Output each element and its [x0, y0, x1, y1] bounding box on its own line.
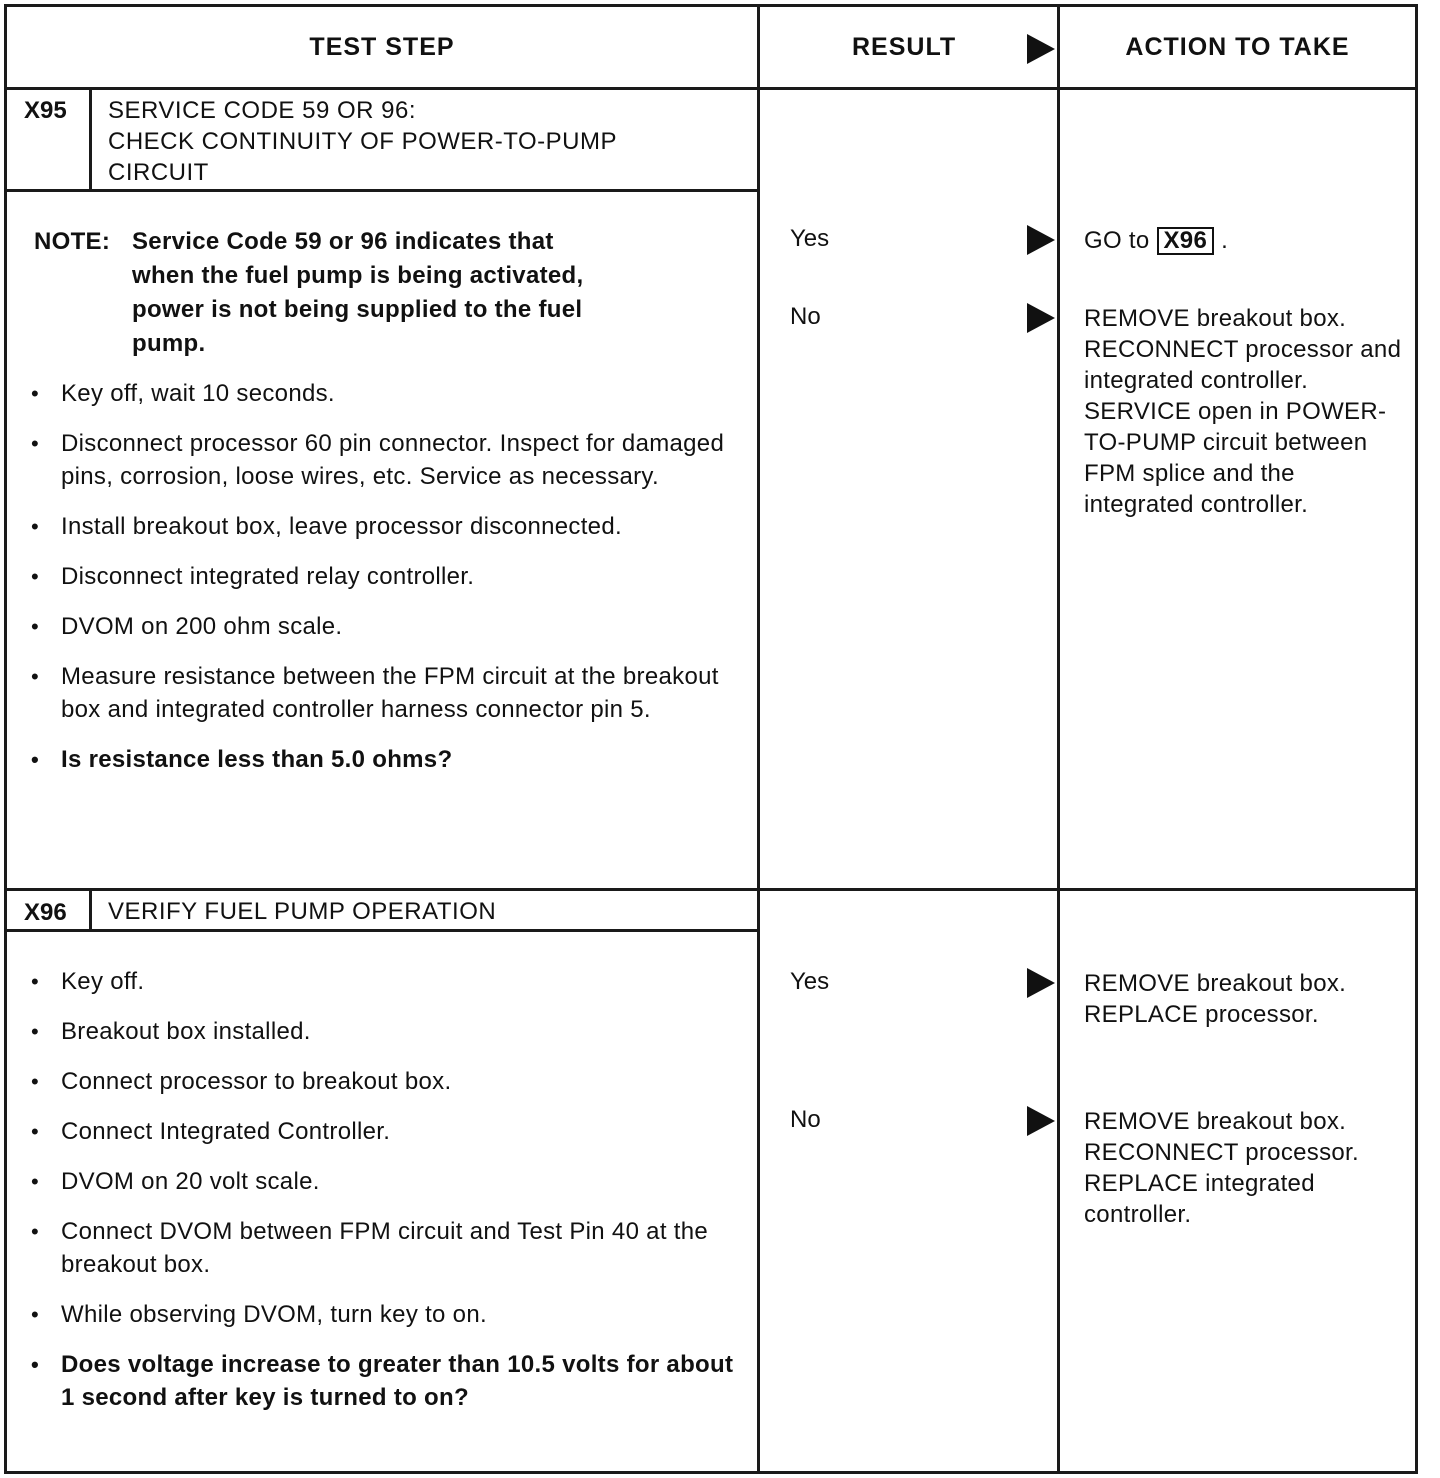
note-line: pump. — [132, 330, 206, 357]
step-title-line: CHECK CONTINUITY OF POWER-TO-PUMP — [108, 128, 617, 155]
list-item: • Breakout box installed. — [31, 1015, 741, 1048]
list-item: • Disconnect processor 60 pin connector. Inspect for damaged pins, corrosion, loose wires, etc. Service as necessary. — [31, 427, 741, 493]
diagnostic-table — [4, 4, 1418, 1474]
header-arrow-icon — [1027, 34, 1055, 64]
step-title-line: SERVICE CODE 59 OR 96: — [108, 97, 416, 124]
header-result: RESULT — [852, 32, 957, 61]
result-no: No — [790, 303, 821, 330]
action-yes-x95 — [1084, 225, 1404, 256]
note-line: Service Code 59 or 96 indicates that — [132, 228, 554, 255]
action-no-x96: REMOVE breakout box. RECONNECT processor. REPLACE integrated controller. — [1084, 1108, 1359, 1228]
step-title-line: CIRCUIT — [108, 159, 209, 186]
note-line: when the fuel pump is being activated, — [132, 262, 584, 289]
note-line: power is not being supplied to the fuel — [132, 296, 583, 323]
step-id-x96: X96 — [24, 899, 67, 926]
arrow-right-icon — [1027, 225, 1055, 255]
result-yes: Yes — [790, 968, 830, 995]
list-item-question: • Does voltage increase to greater than 10.5 volts for about 1 second after key is turned to on? — [31, 1348, 741, 1414]
header-divider — [7, 87, 1415, 90]
action-no-x95: REMOVE breakout box. RECONNECT processor and integrated controller. SERVICE open in POWER-TO-PUMP circuit between FPM splice and the integrated controller. — [1084, 305, 1402, 518]
step-title-divider — [7, 189, 757, 192]
list-item: • Measure resistance between the FPM circuit at the breakout box and integrated controller harness connector pin 5. — [31, 660, 741, 726]
list-item: • Key off. — [31, 965, 741, 998]
list-item: • Install breakout box, leave processor disconnected. — [31, 510, 741, 543]
list-item: • While observing DVOM, turn key to on. — [31, 1298, 741, 1331]
step-reference-x96: X96 — [1157, 227, 1215, 255]
header-test-step: TEST STEP — [309, 32, 455, 61]
list-item: • Disconnect integrated relay controller. — [31, 560, 741, 593]
list-item: • Connect Integrated Controller. — [31, 1115, 741, 1148]
step-title-divider — [7, 929, 757, 932]
action-yes-x96: REMOVE breakout box. REPLACE processor. — [1084, 970, 1347, 1028]
header-action: ACTION TO TAKE — [1125, 32, 1350, 61]
list-item: • Key off, wait 10 seconds. — [31, 377, 741, 410]
arrow-right-icon — [1027, 968, 1055, 998]
list-item: • DVOM on 20 volt scale. — [31, 1165, 741, 1198]
list-item: • Connect processor to breakout box. — [31, 1065, 741, 1098]
step-title-x96: VERIFY FUEL PUMP OPERATION — [108, 898, 497, 925]
list-item: • DVOM on 200 ohm scale. — [31, 610, 741, 643]
row-divider — [7, 888, 1415, 891]
result-no: No — [790, 1106, 821, 1133]
action-text: GO to — [1084, 227, 1150, 254]
step-title-x95 — [108, 95, 617, 188]
arrow-right-icon — [1027, 1106, 1055, 1136]
note-text — [132, 225, 583, 361]
action-text: . — [1221, 227, 1229, 254]
note-label: NOTE: — [34, 228, 111, 255]
column-divider-result-action — [1057, 7, 1060, 1471]
arrow-right-icon — [1027, 303, 1055, 333]
result-yes: Yes — [790, 225, 830, 252]
step-id-divider — [89, 89, 92, 190]
step-id-divider — [89, 890, 92, 930]
step-id-x95: X95 — [24, 97, 67, 124]
list-item-question: • Is resistance less than 5.0 ohms? — [31, 743, 741, 776]
column-divider-test-result — [757, 7, 760, 1471]
list-item: • Connect DVOM between FPM circuit and Test Pin 40 at the breakout box. — [31, 1215, 741, 1281]
bullet-list-x95 — [31, 377, 741, 793]
bullet-list-x96 — [31, 965, 741, 1431]
